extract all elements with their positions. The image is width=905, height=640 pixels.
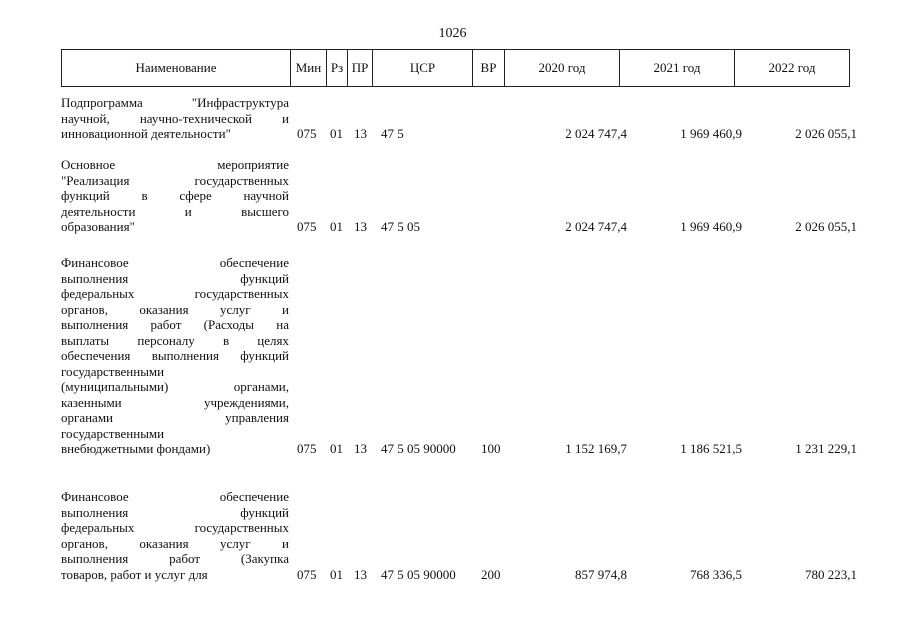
cell-y2021: 768 336,5: [690, 566, 742, 582]
row-name-line: Основное мероприятие: [61, 157, 289, 172]
row-name-line: образования": [61, 219, 135, 234]
cell-y2022: 2 026 055,1: [795, 126, 857, 141]
cell-y2022: 780 223,1: [805, 566, 857, 582]
header-pr: ПР: [348, 50, 373, 87]
cell-y2020: 2 024 747,4: [565, 219, 627, 234]
row-name-line: федеральных государственных: [61, 286, 289, 301]
cell-y2021: 1 969 460,9: [680, 219, 742, 234]
row-name: [61, 157, 289, 235]
header-2020: 2020 год: [505, 50, 620, 87]
cell-y2020: 2 024 747,4: [565, 126, 627, 141]
row-name-line: (муниципальными) органами,: [61, 379, 289, 394]
cell-pr: 13: [354, 126, 367, 141]
cell-min: 075: [297, 441, 317, 456]
row-name-line: государственными: [61, 425, 165, 441]
row-name-line: внебюджетными фондами): [61, 441, 211, 456]
page-number: 1026: [438, 26, 467, 41]
row-name-line: обеспечения выполнения функций: [61, 348, 289, 363]
cell-min: 075: [297, 566, 317, 582]
header-csr: ЦСР: [373, 50, 473, 87]
header-vr: ВР: [473, 50, 505, 87]
cell-vr: 100: [481, 441, 501, 456]
cell-rz: 01: [330, 566, 343, 582]
row-name-line: инновационной деятельности": [61, 126, 231, 141]
row-name-line: выполнения работ (Расходы на: [61, 317, 289, 332]
cell-y2022: 2 026 055,1: [795, 219, 857, 234]
row-name-line: выполнения работ (Закупка: [61, 551, 289, 566]
header-2021: 2021 год: [620, 50, 735, 87]
cell-y2022: 1 231 229,1: [795, 441, 857, 456]
row-name-line: научной, научно-технической и: [61, 110, 289, 126]
cell-vr: 200: [481, 566, 501, 582]
cell-pr: 13: [354, 566, 367, 582]
cell-rz: 01: [330, 219, 343, 234]
cell-csr: 47 5 05: [381, 219, 420, 234]
cell-min: 075: [297, 219, 317, 234]
row-name-line: Финансовое обеспечение: [61, 255, 289, 270]
cell-csr: 47 5 05 90000: [381, 441, 456, 456]
cell-y2021: 1 969 460,9: [680, 126, 742, 141]
row-name-line: Финансовое обеспечение: [61, 489, 289, 504]
row-name-line: государственными: [61, 363, 165, 379]
cell-csr: 47 5 05 90000: [381, 566, 456, 582]
table-header: [61, 49, 850, 87]
header-2022: 2022 год: [735, 50, 850, 87]
cell-y2021: 1 186 521,5: [680, 441, 742, 456]
row-name-line: выплаты персоналу в целях: [61, 332, 289, 348]
row-name-line: "Реализация государственных: [61, 172, 289, 188]
cell-csr: 47 5: [381, 126, 404, 141]
row-name-line: функций в сфере научной: [61, 188, 289, 203]
row-name: [61, 489, 289, 582]
row-name-line: товаров, работ и услуг для: [61, 566, 208, 582]
header-rz: Рз: [327, 50, 348, 87]
row-name-line: выполнения функций: [61, 504, 289, 520]
cell-rz: 01: [330, 126, 343, 141]
row-name-line: органами управления: [61, 410, 289, 425]
row-name-line: органов, оказания услуг и: [61, 535, 289, 551]
cell-y2020: 1 152 169,7: [565, 441, 627, 456]
row-name: [61, 255, 289, 457]
cell-min: 075: [297, 126, 317, 141]
cell-pr: 13: [354, 441, 367, 456]
cell-rz: 01: [330, 441, 343, 456]
row-name-line: деятельности и высшего: [61, 203, 289, 219]
cell-pr: 13: [354, 219, 367, 234]
row-name-line: органов, оказания услуг и: [61, 301, 289, 317]
cell-y2020: 857 974,8: [575, 566, 627, 582]
row-name-line: федеральных государственных: [61, 520, 289, 535]
header-min: Мин: [291, 50, 327, 87]
header-row: [62, 50, 850, 87]
row-name-line: Подпрограмма "Инфраструктура: [61, 95, 289, 110]
header-name: Наименование: [62, 50, 291, 87]
row-name-line: выполнения функций: [61, 270, 289, 286]
row-name: [61, 95, 289, 142]
row-name-line: казенными учреждениями,: [61, 394, 289, 410]
